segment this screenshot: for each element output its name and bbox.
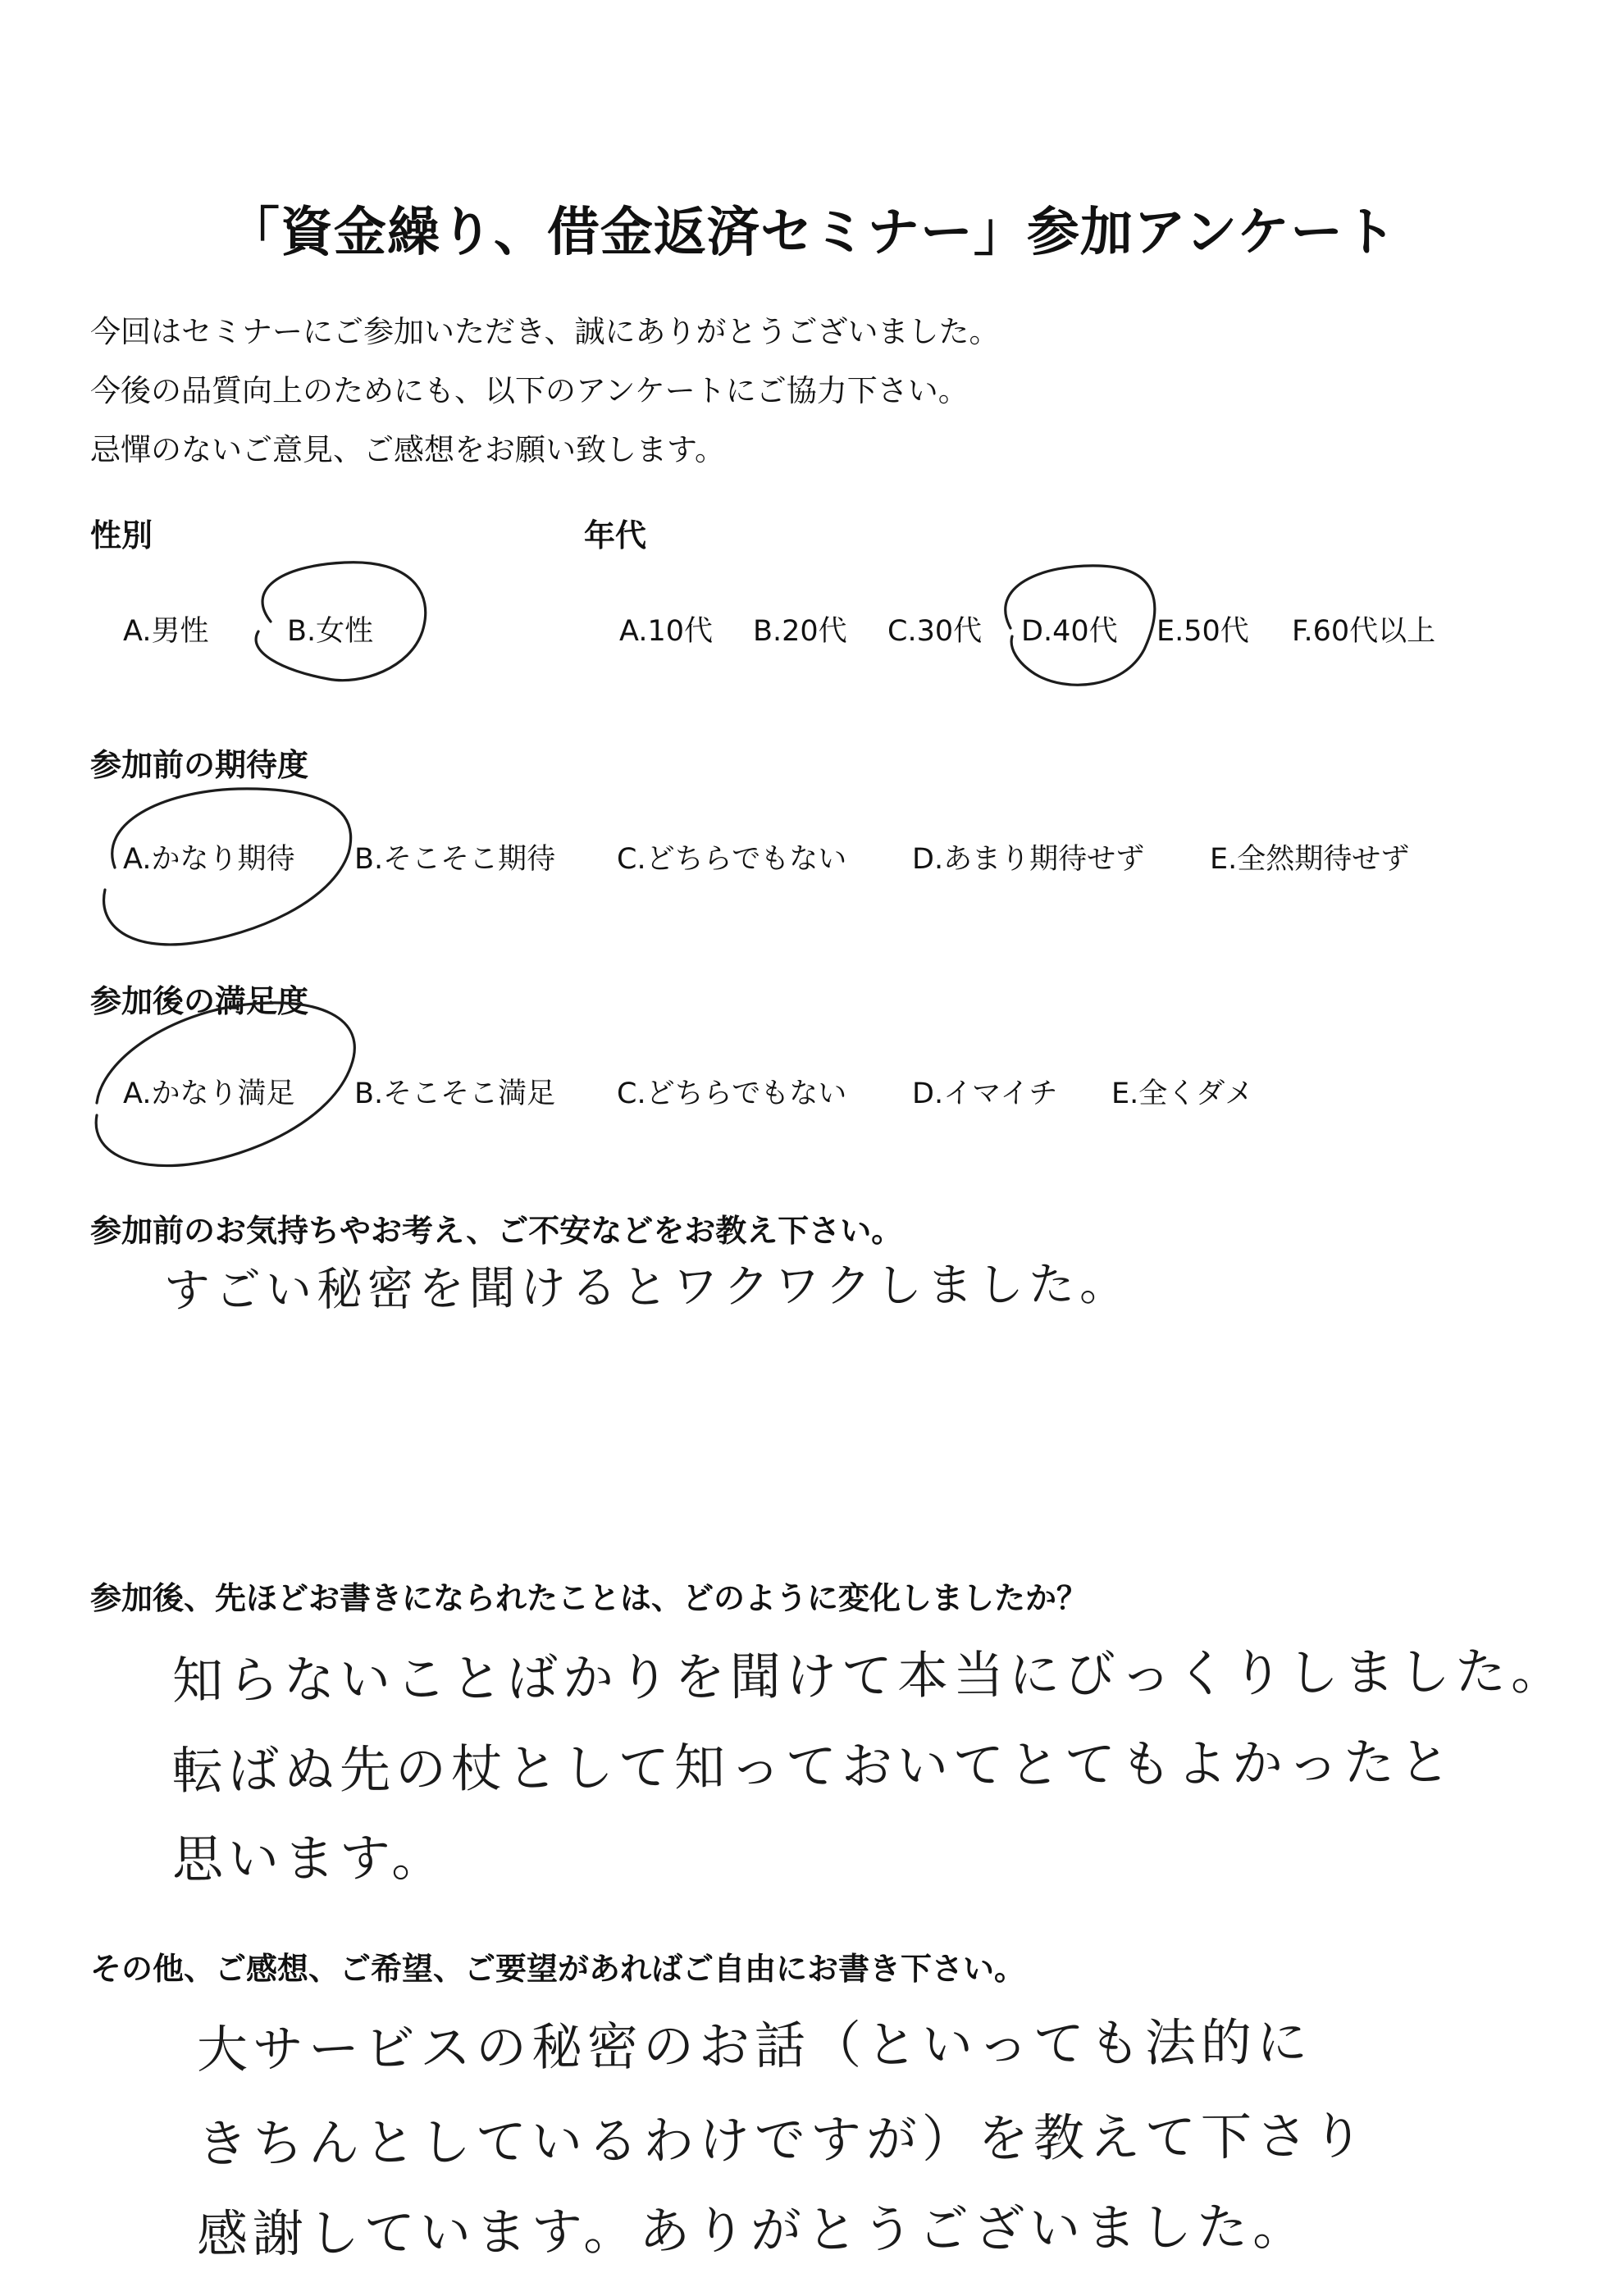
age-option-e[interactable]: E.50代 [1156, 615, 1249, 648]
age-option-f[interactable]: F.60代以上 [1292, 615, 1436, 648]
satisfaction-option-b[interactable]: B.そこそこ満足 [354, 1077, 556, 1110]
q2-answer-line-1[interactable]: 知らないことばかりを聞けて本当にびっくりしました。 [171, 1641, 1567, 1711]
q3-answer-line-1[interactable]: 大サービスの秘密のお話（といっても法的に [196, 2011, 1313, 2080]
expectation-option-e[interactable]: E.全然期待せず [1210, 843, 1410, 876]
q1-label: 参加前のお気持ちやお考え、ご不安などをお教え下さい。 [90, 1213, 903, 1249]
age-option-c[interactable]: C.30代 [887, 615, 983, 648]
gender-label: 性別 [90, 517, 153, 554]
expectation-label: 参加前の期待度 [90, 747, 309, 783]
satisfaction-option-d[interactable]: D.イマイチ [912, 1077, 1058, 1110]
age-option-b[interactable]: B.20代 [753, 615, 847, 648]
age-option-a[interactable]: A.10代 [619, 615, 713, 648]
gender-option-a[interactable]: A.男性 [123, 615, 209, 648]
age-label: 年代 [584, 517, 647, 554]
expectation-option-d[interactable]: D.あまり期待せず [912, 843, 1145, 876]
satisfaction-option-a[interactable]: A.かなり満足 [123, 1077, 295, 1110]
q2-answer-line-3[interactable]: 思います。 [171, 1827, 448, 1889]
intro-line-1: 今回はセミナーにご参加いただき、誠にありがとうございました。 [90, 314, 1000, 349]
intro-line-3: 忌憚のないご意見、ご感想をお願い致します。 [90, 432, 726, 467]
satisfaction-label: 参加後の満足度 [90, 983, 309, 1019]
expectation-option-b[interactable]: B.そこそこ期待 [354, 843, 556, 876]
satisfaction-option-c[interactable]: C.どちらでもない [617, 1077, 847, 1110]
q2-label: 参加後、先ほどお書きになられたことは、どのように変化しましたか？ [90, 1580, 1088, 1616]
q3-label: その他、ご感想、ご希望、ご要望があればご自由にお書き下さい。 [90, 1951, 1026, 1987]
q3-answer-line-3[interactable]: 感謝しています。ありがとうございました。 [196, 2196, 1309, 2264]
satisfaction-option-e[interactable]: E.全くダメ [1111, 1077, 1254, 1110]
q2-answer-line-2[interactable]: 転ばぬ先の杖として知っておいてとてもよかったと [171, 1732, 1456, 1801]
page-title: 「資金繰り、借金返済セミナー」参加アンケート [226, 203, 1398, 263]
q1-answer-line-1[interactable]: すごい秘密を聞けるとワクワクしました。 [163, 1257, 1131, 1318]
intro-line-2: 今後の品質向上のためにも、以下のアンケートにご協力下さい。 [90, 373, 969, 408]
q3-answer-line-2[interactable]: きちんとしているわけですが）を教えて下さり [196, 2106, 1369, 2174]
expectation-option-a[interactable]: A.かなり期待 [123, 843, 295, 876]
age-option-d[interactable]: D.40代 [1021, 615, 1118, 648]
gender-option-b[interactable]: B.女性 [287, 615, 374, 648]
expectation-option-c[interactable]: C.どちらでもない [617, 843, 847, 876]
